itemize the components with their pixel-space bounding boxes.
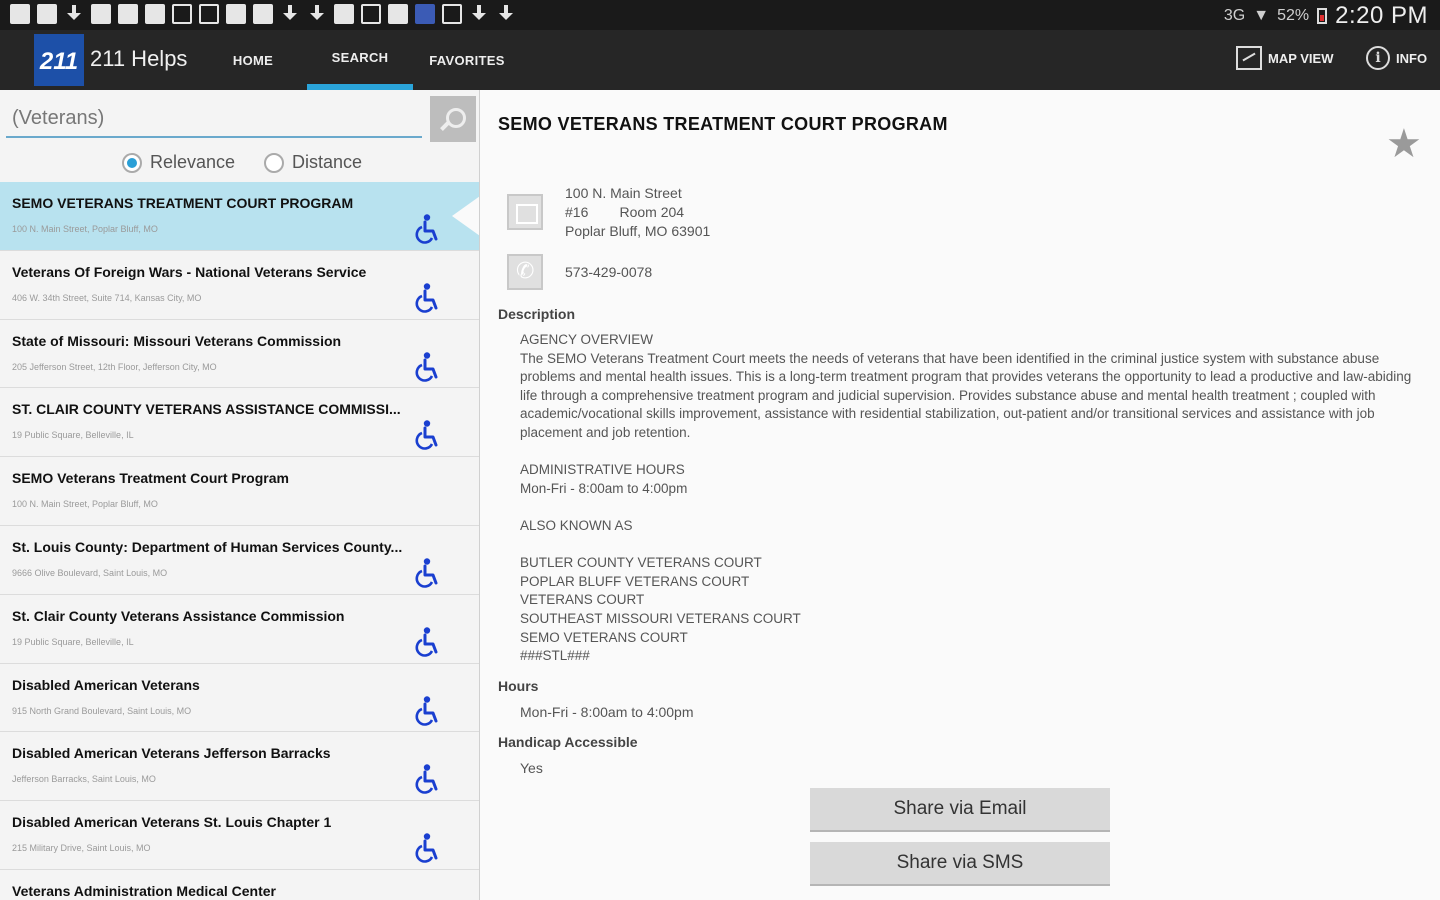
handicap-label: Handicap Accessible	[498, 734, 638, 750]
info-button[interactable]	[1366, 46, 1427, 70]
admin-hours-heading: ADMINISTRATIVE HOURS	[520, 462, 685, 478]
address-line3: Poplar Bluff, MO 63901	[565, 223, 711, 239]
notification-icon	[91, 4, 111, 24]
info-icon: i	[1366, 46, 1390, 70]
result-item[interactable]	[0, 870, 480, 900]
result-title: Veterans Of Foreign Wars - National Veterans Service	[12, 263, 367, 280]
result-item[interactable]	[0, 526, 480, 595]
map-view-button[interactable]	[1236, 46, 1334, 70]
result-title: Disabled American Veterans Jefferson Barracks	[12, 745, 331, 762]
result-address: 9666 Olive Boulevard, Saint Louis, MO	[12, 567, 168, 578]
facebook-icon	[415, 4, 435, 24]
result-title: State of Missouri: Missouri Veterans Commission	[12, 332, 342, 349]
results-pane	[0, 90, 480, 900]
result-title: Disabled American Veterans	[12, 676, 200, 693]
result-address: 406 W. 34th Street, Suite 714, Kansas City, MO	[12, 292, 202, 303]
wheelchair-accessible-icon	[414, 283, 440, 313]
result-title: St. Clair County Veterans Assistance Commission	[12, 607, 345, 624]
sort-relevance-label: Relevance	[150, 152, 236, 172]
map-address-icon[interactable]	[507, 194, 543, 230]
battery-percent: 52%	[1277, 7, 1310, 24]
result-address: 19 Public Square, Belleville, IL	[12, 636, 134, 647]
result-address: 100 N. Main Street, Poplar Bluff, MO	[12, 499, 158, 510]
clock: 2:20 PM	[1335, 2, 1428, 29]
wheelchair-accessible-icon	[414, 627, 440, 657]
sort-distance-option[interactable]	[264, 152, 362, 173]
hours-value: Mon-Fri - 8:00am to 4:00pm	[520, 704, 694, 720]
notification-icons	[10, 4, 516, 24]
radio-relevance[interactable]	[122, 153, 142, 173]
download-icon	[280, 4, 300, 24]
result-item[interactable]	[0, 595, 480, 664]
wheelchair-accessible-icon	[414, 214, 440, 244]
radio-distance[interactable]	[264, 153, 284, 173]
notification-icon	[10, 4, 30, 24]
detail-title: SEMO VETERANS TREATMENT COURT PROGRAM	[498, 114, 948, 134]
battery-icon	[1317, 8, 1327, 24]
tab-search[interactable]: SEARCH	[307, 30, 413, 90]
image-icon	[334, 4, 354, 24]
agency-overview-heading: AGENCY OVERVIEW	[520, 332, 654, 347]
result-address: 215 Military Drive, Saint Louis, MO	[12, 843, 151, 854]
wheelchair-accessible-icon	[414, 420, 440, 450]
result-address: 205 Jefferson Street, 12th Floor, Jefferson City, MO	[12, 361, 217, 372]
share-sms-button[interactable]: Share via SMS	[810, 842, 1110, 886]
result-title: SEMO VETERANS TREATMENT COURT PROGRAM	[12, 195, 354, 211]
aka-name: SEMO VETERANS COURT	[520, 629, 688, 645]
aka-name: BUTLER COUNTY VETERANS COURT	[520, 555, 762, 571]
app-logo[interactable]: 211	[34, 34, 84, 86]
wheelchair-accessible-icon	[414, 764, 440, 794]
status-right	[1224, 2, 1428, 30]
aka-heading: ALSO KNOWN AS	[520, 517, 633, 533]
app-title: 211 Helps	[90, 46, 188, 71]
detail-pane	[481, 90, 1440, 900]
map-view-label: MAP VIEW	[1268, 50, 1334, 66]
download-icon	[496, 4, 516, 24]
email-icon	[253, 4, 273, 24]
map-icon	[1236, 46, 1262, 70]
handicap-value: Yes	[520, 760, 543, 776]
usb-icon	[172, 4, 192, 24]
wheelchair-accessible-icon	[414, 696, 440, 726]
share-email-button[interactable]: Share via Email	[810, 788, 1110, 832]
status-bar	[0, 0, 1440, 30]
notification-icon	[37, 4, 57, 24]
result-item[interactable]	[0, 182, 480, 251]
result-item[interactable]	[0, 457, 480, 526]
admin-hours-text: Mon-Fri - 8:00am to 4:00pm	[520, 480, 688, 496]
wheelchair-accessible-icon	[414, 558, 440, 588]
result-item[interactable]	[0, 320, 480, 389]
search-input[interactable]	[6, 100, 422, 138]
favorite-star-icon[interactable]: ★	[1386, 122, 1422, 166]
notification-icon	[145, 4, 165, 24]
email-icon	[226, 4, 246, 24]
phone-icon[interactable]	[507, 254, 543, 290]
result-item[interactable]	[0, 732, 480, 801]
wifi-icon: ▼	[1253, 7, 1270, 24]
upload-icon	[64, 4, 84, 24]
agency-overview-text: The SEMO Veterans Treatment Court meets the needs of veterans that have been identified in the criminal justice system with substance abuse problems and mental health issues. This is a long-term treatment program that provides veterans the opportunity to lead a productive and law-abiding life through a comprehensive treatment program and judicial supervision. Provides substance abuse and mental health treatment ; coupled with academic/vocational skills improvement, assistance with residential stabilization, out-patient and/or transitional services and assistance with job placement and job retention.	[520, 350, 1412, 440]
description-label: Description	[498, 306, 576, 322]
result-address: 100 N. Main Street, Poplar Bluff, MO	[12, 224, 158, 234]
action-bar	[0, 30, 1440, 90]
result-item[interactable]	[0, 251, 480, 320]
tab-home[interactable]: HOME	[232, 52, 274, 68]
search-button[interactable]	[430, 96, 476, 142]
address-line1: 100 N. Main Street	[565, 185, 682, 201]
aka-name: SOUTHEAST MISSOURI VETERANS COURT	[520, 610, 801, 626]
result-item[interactable]	[0, 664, 480, 733]
sort-options	[0, 150, 480, 180]
result-title: SEMO Veterans Treatment Court Program	[12, 470, 289, 487]
wheelchair-accessible-icon	[414, 833, 440, 863]
network-type: 3G	[1223, 7, 1246, 24]
result-address: 915 North Grand Boulevard, Saint Louis, MO	[12, 705, 192, 716]
notification-icon	[118, 4, 138, 24]
sort-relevance-option[interactable]	[122, 152, 235, 173]
tab-favorites[interactable]: FAVORITES	[429, 52, 505, 68]
result-list	[0, 182, 480, 900]
result-title: Veterans Administration Medical Center	[12, 882, 276, 899]
result-address: Jefferson Barracks, Saint Louis, MO	[12, 774, 156, 785]
wheelchair-accessible-icon	[414, 352, 440, 382]
download-icon	[469, 4, 489, 24]
result-item[interactable]	[0, 388, 480, 457]
address[interactable]	[565, 184, 710, 241]
download-icon	[307, 4, 327, 24]
screenshot-icon	[199, 4, 219, 24]
hours-label: Hours	[498, 678, 539, 694]
aka-name: VETERANS COURT	[520, 592, 645, 608]
result-item[interactable]	[0, 801, 480, 870]
message-icon	[442, 4, 462, 24]
result-address: 19 Public Square, Belleville, IL	[12, 430, 134, 441]
description-text	[520, 331, 1420, 666]
warning-icon	[361, 4, 381, 24]
phone-number[interactable]: 573-429-0078	[565, 264, 653, 280]
result-title: Disabled American Veterans St. Louis Chapter 1	[12, 814, 332, 831]
result-title: St. Louis County: Department of Human Services County...	[12, 538, 403, 555]
info-label: INFO	[1396, 50, 1428, 66]
cloud-icon	[388, 4, 408, 24]
result-title: ST. CLAIR COUNTY VETERANS ASSISTANCE COMMISSI...	[12, 401, 401, 418]
aka-name: ###STL###	[520, 648, 590, 664]
address-line2: #16 Room 204	[565, 204, 685, 220]
sort-distance-label: Distance	[292, 152, 363, 172]
aka-name: POPLAR BLUFF VETERANS COURT	[520, 573, 750, 589]
